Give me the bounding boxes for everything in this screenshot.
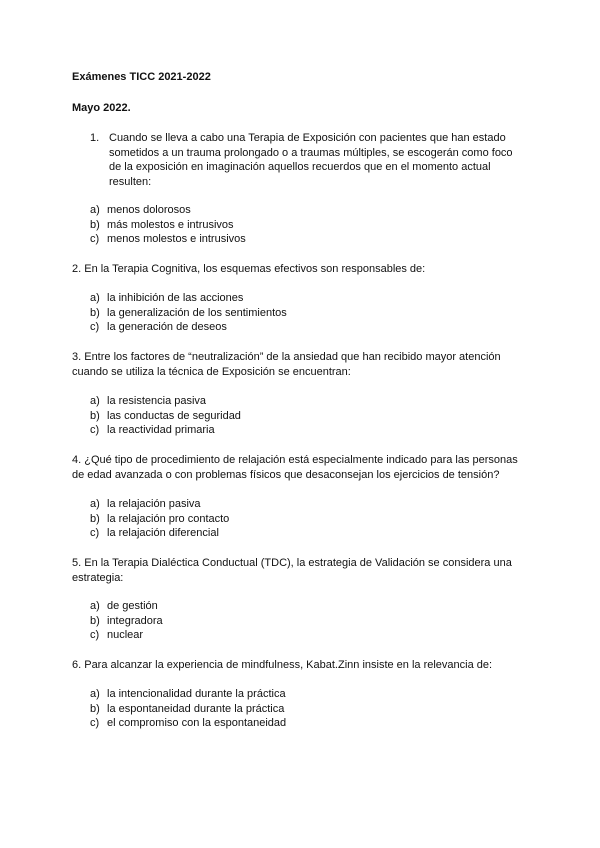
option-c: c) la reactividad primaria: [90, 424, 215, 436]
option-a: a) la intencionalidad durante la práctica: [90, 688, 286, 700]
option-c: c) la generación de deseos: [90, 321, 227, 333]
option-b: b) la relajación pro contacto: [90, 512, 230, 525]
option-b: b) la generalización de los sentimientos: [90, 306, 287, 319]
document-subtitle: Mayo 2022.: [72, 102, 131, 114]
option-c: c) menos molestos e intrusivos: [90, 233, 246, 245]
option-a: a) la inhibición de las acciones: [90, 292, 244, 304]
options-5: [90, 599, 163, 643]
question-4-text: 4. ¿Qué tipo de procedimiento de relajación está especialmente indicado para las personas de edad avanzada o con problemas físicos que desaconsejan los ejercicios de tensión?: [72, 454, 518, 481]
question-6-text: 6. Para alcanzar la experiencia de mindfulness, Kabat.Zinn insiste en la relevancia de:: [72, 659, 493, 671]
option-b: b) integradora: [90, 614, 163, 627]
question-number: 1.: [90, 132, 100, 144]
option-a: a) la relajación pasiva: [90, 498, 201, 510]
options-1: [90, 203, 246, 247]
options-6: [90, 687, 286, 731]
question-3-text: 3. Entre los factores de “neutralización” de la ansiedad que han recibido mayor atención cuando se utiliza la técnica de Exposición se encuentran:: [72, 351, 501, 378]
options-3: [90, 394, 241, 438]
option-b: b) las conductas de seguridad: [90, 409, 241, 422]
options-2: [90, 291, 287, 335]
document-title: Exámenes TICC 2021-2022: [72, 71, 211, 83]
options-4: [90, 497, 229, 541]
option-b: b) más molestos e intrusivos: [90, 218, 234, 231]
option-a: a) la resistencia pasiva: [90, 395, 207, 407]
question-5-text: 5. En la Terapia Dialéctica Conductual (TDC), la estrategia de Validación se considera una estrategia:: [72, 557, 512, 584]
option-a: a) de gestión: [90, 600, 158, 612]
option-c: c) nuclear: [90, 629, 144, 641]
question-text: Cuando se lleva a cabo una Terapia de Exposición con pacientes que han estado sometidos a un trauma prolongado o a traumas múltiples, se escogerán como foco de la exposición en imaginación aquellos recuerdos que en el momento actual resulten:: [109, 132, 513, 188]
question-1: [90, 131, 520, 189]
option-a: a) menos dolorosos: [90, 204, 191, 216]
question-2-text: 2. En la Terapia Cognitiva, los esquemas efectivos son responsables de:: [72, 263, 426, 275]
option-c: c) el compromiso con la espontaneidad: [90, 717, 287, 729]
option-b: b) la espontaneidad durante la práctica: [90, 702, 285, 715]
option-c: c) la relajación diferencial: [90, 527, 219, 539]
